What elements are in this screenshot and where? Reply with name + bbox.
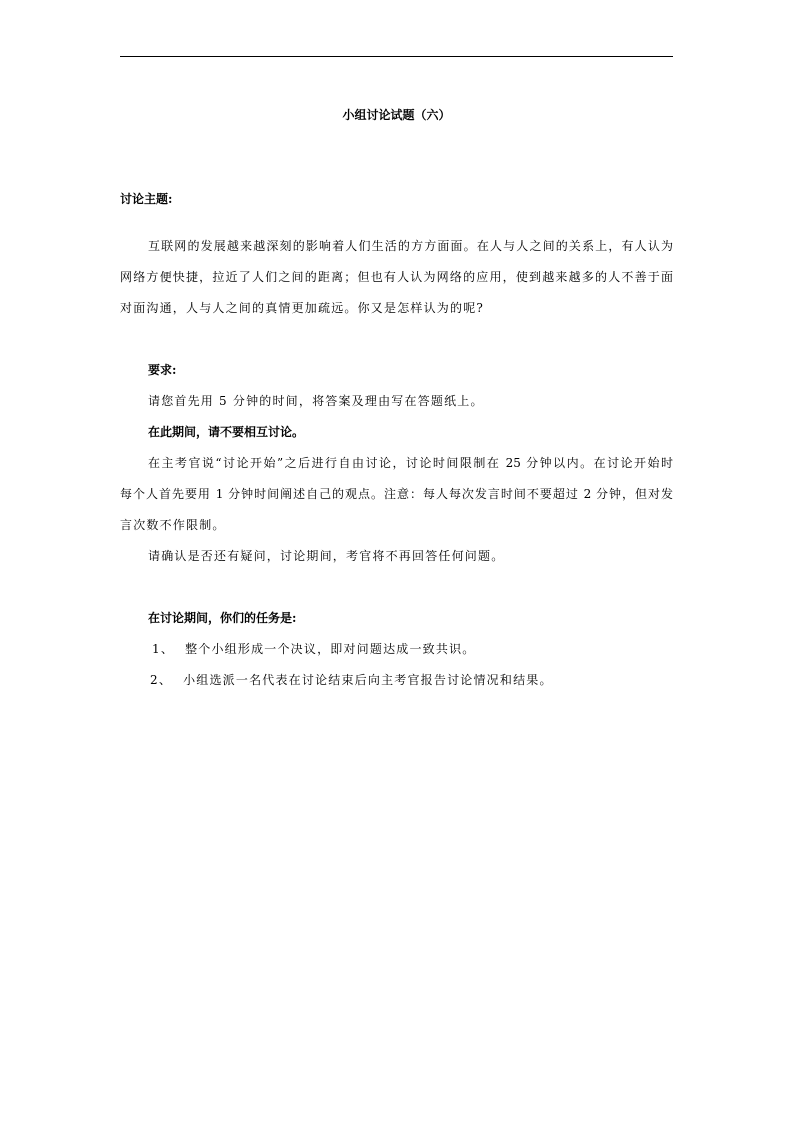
task-text: 小组选派一名代表在讨论结束后向主考官报告讨论情况和结果。 — [183, 673, 553, 687]
task-item — [152, 641, 475, 657]
task-text: 整个小组形成一个决议，即对问题达成一致共识。 — [185, 642, 476, 656]
requirements-heading: 要求: — [148, 363, 177, 377]
header-rule — [120, 56, 673, 57]
page-title: 小组讨论试题（六） — [342, 108, 451, 122]
tasks-heading: 在讨论期间，你们的任务是: — [148, 611, 297, 625]
requirement-line: 在主考官说“讨论开始”之后进行自由讨论，讨论时间限制在 25 分钟以内。在讨论开始时 — [148, 456, 673, 470]
task-number: 2、 — [150, 673, 173, 687]
task-number: 1、 — [152, 642, 175, 656]
topic-heading: 讨论主题: — [120, 192, 173, 206]
topic-line: 互联网的发展越来越深刻的影响着人们生活的方方面面。在人与人之间的关系上，有人认为 — [148, 239, 673, 253]
requirement-line: 请确认是否还有疑问，讨论期间，考官将不再回答任何问题。 — [148, 549, 505, 563]
topic-line: 对面沟通，人与人之间的真情更加疏远。你又是怎样认为的呢? — [120, 301, 485, 315]
requirement-line: 言次数不作限制。 — [120, 518, 226, 532]
requirement-line: 请您首先用 5 分钟的时间，将答案及理由写在答题纸上。 — [148, 394, 484, 408]
requirement-line-bold: 在此期间，请不要相互讨论。 — [148, 425, 305, 439]
topic-line: 网络方便快捷，拉近了人们之间的距离；但也有人认为网络的应用，使到越来越多的人不善于面 — [120, 270, 673, 284]
requirement-line: 每个人首先要用 1 分钟时间阐述自己的观点。注意：每人每次发言时间不要超过 2 分钟，但对发 — [120, 487, 673, 501]
task-item — [150, 672, 553, 688]
